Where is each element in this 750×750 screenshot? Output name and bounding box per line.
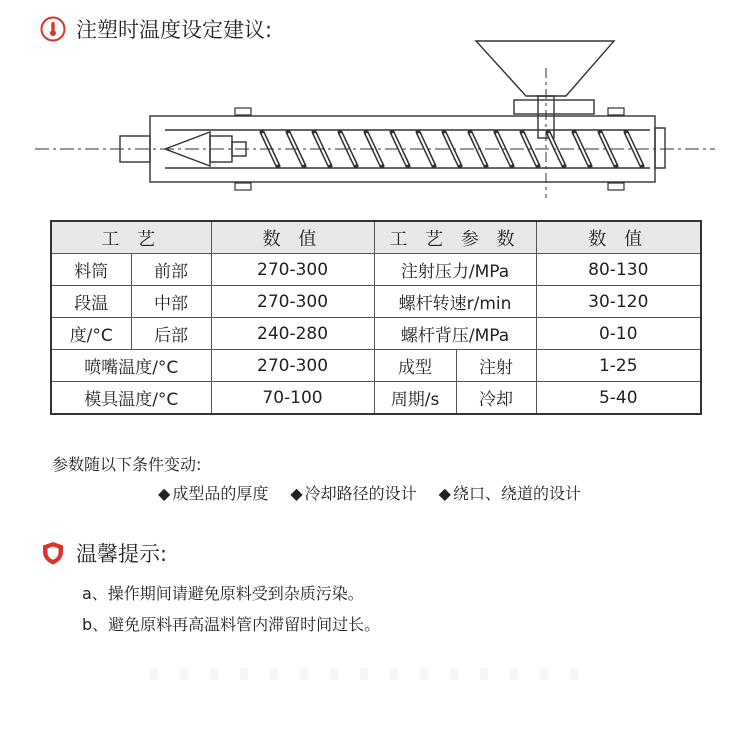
section-title: 温馨提示: xyxy=(76,542,168,566)
tip-item: a、操作期间请避免原料受到杂质污染。 xyxy=(82,584,364,603)
cell: 注射压力/MPa xyxy=(374,254,536,286)
parameter-table xyxy=(50,220,702,415)
cell: 料筒 xyxy=(51,254,131,286)
cell: 5-40 xyxy=(536,382,701,415)
cell: 喷嘴温度/°C xyxy=(51,350,211,382)
cell: 成型 xyxy=(374,350,456,382)
cell: 中部 xyxy=(131,286,211,318)
section-heading-tips xyxy=(40,538,167,568)
cell: 前部 xyxy=(131,254,211,286)
table-row xyxy=(51,318,701,350)
notes-intro: 参数随以下条件变动: xyxy=(52,455,202,474)
faded-divider xyxy=(150,668,590,680)
shield-icon xyxy=(40,540,66,566)
cell: 螺杆转速r/min xyxy=(374,286,536,318)
bullet-item: ◆ 绕口、绕道的设计 xyxy=(439,481,581,504)
cell: 0-10 xyxy=(536,318,701,350)
header-value: 数 值 xyxy=(536,221,701,254)
table-row xyxy=(51,382,701,415)
cell: 270-300 xyxy=(211,254,374,286)
table-header-row xyxy=(51,221,701,254)
notes-bullet-list xyxy=(158,481,581,504)
header-process: 工 艺 xyxy=(51,221,211,254)
table-row xyxy=(51,286,701,318)
table-row xyxy=(51,254,701,286)
cell: 模具温度/°C xyxy=(51,382,211,415)
cell: 注射 xyxy=(456,350,536,382)
cell: 70-100 xyxy=(211,382,374,415)
header-value: 数 值 xyxy=(211,221,374,254)
cell: 周期/s xyxy=(374,382,456,415)
injection-screw-diagram xyxy=(30,38,720,208)
cell: 后部 xyxy=(131,318,211,350)
tip-item: b、避免原料再高温料管内滞留时间过长。 xyxy=(82,615,381,634)
bullet-item: ◆ 成型品的厚度 xyxy=(158,481,268,504)
cell: 度/°C xyxy=(51,318,131,350)
tips-list xyxy=(82,578,380,640)
cell: 30-120 xyxy=(536,286,701,318)
cell: 冷却 xyxy=(456,382,536,415)
header-process-parameter: 工 艺 参 数 xyxy=(374,221,536,254)
table-row xyxy=(51,350,701,382)
cell: 270-300 xyxy=(211,350,374,382)
cell: 240-280 xyxy=(211,318,374,350)
cell: 段温 xyxy=(51,286,131,318)
cell: 80-130 xyxy=(536,254,701,286)
section-title: 注塑时温度设定建议: xyxy=(76,18,273,42)
cell: 螺杆背压/MPa xyxy=(374,318,536,350)
bullet-item: ◆ 冷却路径的设计 xyxy=(290,481,416,504)
cell: 1-25 xyxy=(536,350,701,382)
cell: 270-300 xyxy=(211,286,374,318)
